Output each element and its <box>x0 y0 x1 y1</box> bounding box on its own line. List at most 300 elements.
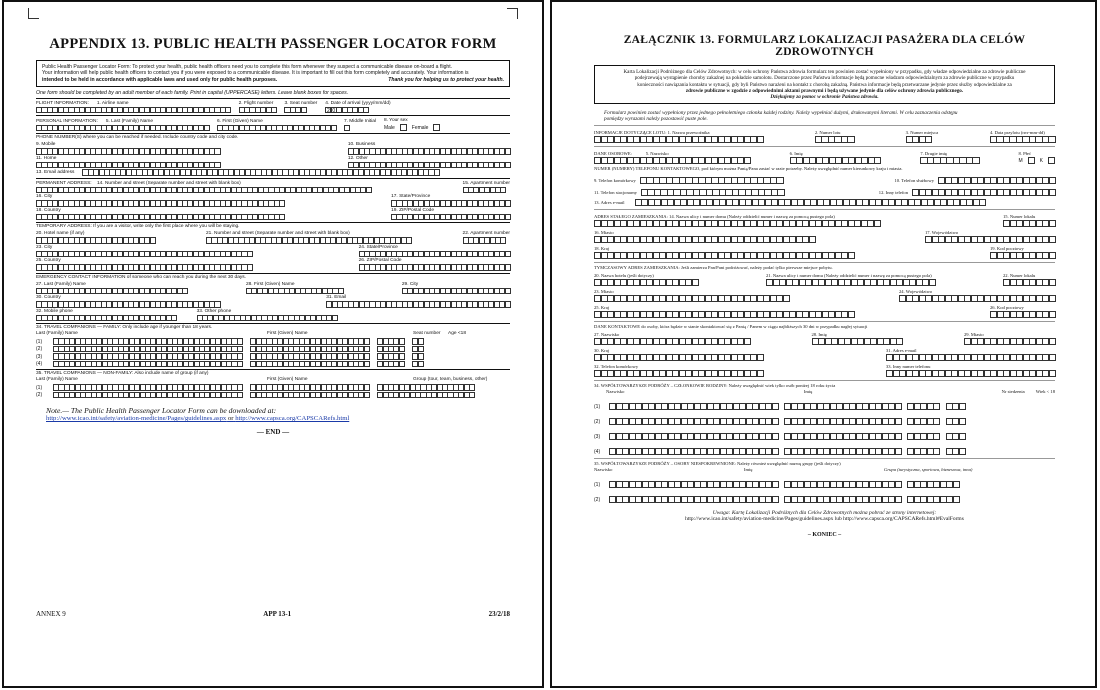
char-box[interactable] <box>364 338 370 345</box>
flight-number-input[interactable] <box>239 107 277 114</box>
char-box[interactable] <box>399 353 405 360</box>
char-box[interactable] <box>406 237 412 244</box>
icao-link[interactable]: http://www.icao.int/safety/aviation-medicine/Pages/guidelines.aspx <box>46 415 227 423</box>
emergency-country-input[interactable] <box>594 354 763 361</box>
char-box[interactable] <box>418 353 424 360</box>
companion-age-input[interactable] <box>946 448 966 455</box>
home-phone-input[interactable] <box>641 189 784 196</box>
field-label: 19. Kod pocztowy <box>990 246 1024 252</box>
char-box[interactable] <box>933 418 940 425</box>
field-label: 17. Województwo <box>925 230 959 236</box>
char-box[interactable] <box>247 251 253 258</box>
companion-age-input[interactable] <box>412 353 423 360</box>
email-input[interactable] <box>635 199 986 206</box>
char-box[interactable] <box>171 315 177 322</box>
char-box[interactable] <box>772 448 779 455</box>
char-box[interactable] <box>925 136 932 143</box>
char-box[interactable] <box>959 418 966 425</box>
field-label: 29. City <box>401 281 419 287</box>
char-box[interactable] <box>895 403 902 410</box>
companion-seat-input[interactable] <box>907 433 940 440</box>
column-header: First (Given) Name <box>267 377 308 383</box>
temporary-street-input[interactable] <box>766 279 935 286</box>
char-box[interactable] <box>895 433 902 440</box>
char-box[interactable] <box>895 418 902 425</box>
char-box[interactable] <box>972 157 979 164</box>
companion-first-name-input[interactable] <box>250 384 369 391</box>
companion-first-name-input[interactable] <box>250 353 369 360</box>
char-box[interactable] <box>772 403 779 410</box>
flight-number-input[interactable] <box>815 136 854 143</box>
companion-seat-input[interactable] <box>377 338 404 345</box>
char-box[interactable] <box>237 353 243 360</box>
companion-last-name-input[interactable] <box>609 403 778 410</box>
char-box[interactable] <box>399 346 405 353</box>
other-phone-input[interactable] <box>348 162 510 169</box>
companion-last-name-input[interactable] <box>53 392 242 399</box>
char-box[interactable] <box>744 157 751 164</box>
char-box[interactable] <box>1049 220 1056 227</box>
char-box[interactable] <box>237 392 243 399</box>
char-box[interactable] <box>933 403 940 410</box>
mobile-phone-input[interactable] <box>36 148 220 155</box>
section-label: PHONE NUMBER(S) where you can be reached if needed. Include country code and city code. <box>36 135 239 141</box>
char-box[interactable] <box>1049 189 1056 196</box>
field-label: 11. Telefon stacjonarny <box>594 189 637 195</box>
section-flight <box>36 98 510 114</box>
emergency-email-input[interactable] <box>886 354 1055 361</box>
char-box[interactable] <box>1049 279 1056 286</box>
permanent-state-input[interactable] <box>391 200 510 207</box>
companion-seat-input[interactable] <box>907 403 940 410</box>
column-header: Nr siedzenia <box>1001 389 1025 395</box>
permanent-city-input[interactable] <box>594 236 815 243</box>
char-box[interactable] <box>505 214 511 221</box>
char-box[interactable] <box>332 315 338 322</box>
field-label: 4. Date of arrival (yyyy/mm/dd) <box>325 100 391 106</box>
page-title: ZAŁĄCZNIK 13. FORMULARZ LOKALIZACJI PASAŻERA DLA CELÓW ZDROWOTNYCH <box>623 34 1026 58</box>
companion-first-name-input[interactable] <box>784 448 901 455</box>
capsca-link[interactable]: http://www.capsca.org/CAPSCARefs.html <box>235 415 350 423</box>
companion-age-input[interactable] <box>412 361 423 368</box>
seat-number-input[interactable] <box>906 136 939 143</box>
companion-first-name-input[interactable] <box>784 418 901 425</box>
companion-last-name-input[interactable] <box>53 338 242 345</box>
field-label: 21. Nazwa ulicy i numer domu (Należy oddzielić numer i nazwę za pomocą pustego pola) <box>766 273 932 279</box>
companion-first-name-input[interactable] <box>250 392 369 399</box>
emergency-other-phone-input[interactable] <box>886 370 1055 377</box>
section-phone <box>36 133 510 176</box>
char-box[interactable] <box>469 384 475 391</box>
char-box[interactable]: 2 <box>326 107 330 114</box>
char-box[interactable] <box>364 361 370 368</box>
permanent-zip-input[interactable] <box>391 214 510 221</box>
permanent-apt-input[interactable] <box>1003 220 1055 227</box>
char-box[interactable] <box>1049 311 1056 318</box>
companion-group-input[interactable] <box>377 392 474 399</box>
field-label: 2. Numer lotu <box>814 130 841 136</box>
male-checkbox[interactable] <box>400 124 407 131</box>
companion-age-input[interactable] <box>946 433 966 440</box>
companion-last-name-input[interactable] <box>53 361 242 368</box>
companion-age-input[interactable] <box>946 418 966 425</box>
middle-name-input[interactable] <box>920 157 979 164</box>
char-box[interactable] <box>204 125 210 132</box>
char-box[interactable] <box>896 338 903 345</box>
female-label: K <box>1039 157 1043 164</box>
column-header: Nazwisko <box>594 467 613 473</box>
field-label: 15. Numer lokalu <box>1003 214 1036 220</box>
char-box[interactable] <box>505 200 511 207</box>
companion-age-input[interactable] <box>412 346 423 353</box>
emergency-last-name-input[interactable] <box>36 288 187 295</box>
char-box[interactable] <box>505 162 511 169</box>
emergency-last-name-input[interactable] <box>594 338 750 345</box>
first-name-input[interactable] <box>790 157 881 164</box>
field-label: 26. Kod pocztowy <box>990 305 1024 311</box>
row-number: (3) <box>36 353 43 360</box>
char-box[interactable] <box>505 148 511 155</box>
email-input[interactable] <box>82 169 439 176</box>
temporary-country-input[interactable] <box>594 311 854 318</box>
char-box[interactable] <box>874 220 881 227</box>
middle-initial-input[interactable] <box>344 125 376 132</box>
airline-name-input[interactable] <box>36 107 231 114</box>
temporary-street-input[interactable] <box>206 237 411 244</box>
char-box[interactable] <box>505 251 511 258</box>
field-label: 31. Adres e-mail <box>886 348 917 354</box>
char-box[interactable] <box>505 288 511 295</box>
companion-seat-input[interactable] <box>377 353 404 360</box>
companion-group-input[interactable] <box>377 384 474 391</box>
char-box[interactable] <box>237 346 243 353</box>
companion-group-input[interactable] <box>907 496 959 503</box>
char-box[interactable] <box>979 199 986 206</box>
char-box[interactable] <box>418 361 424 368</box>
char-box[interactable] <box>772 496 779 503</box>
column-header: Imię <box>744 467 753 473</box>
column-header: Imię <box>803 389 813 395</box>
field-label: 16. Miasto <box>594 230 614 236</box>
char-box[interactable] <box>237 361 243 368</box>
companion-age-input[interactable] <box>946 403 966 410</box>
char-box[interactable] <box>1049 295 1056 302</box>
char-box[interactable] <box>895 448 902 455</box>
page-footer <box>36 610 510 618</box>
char-box[interactable] <box>847 136 854 143</box>
intro-text: podejrzewają wystąpienie choroby zakaźnej na pokładzie samolotu. Dostarczone przez Państwa informacje będą pomocne władzom odpowiedzialnym za zdrowie publiczne w przypadku <box>634 75 1015 82</box>
char-box[interactable] <box>929 279 936 286</box>
field-label: 9. Telefon komórkowy <box>594 177 636 183</box>
temporary-zip-input[interactable] <box>990 311 1055 318</box>
column-header: First (Given) Name <box>267 331 308 337</box>
char-box[interactable] <box>744 338 751 345</box>
permanent-street-input[interactable] <box>594 220 880 227</box>
char-box[interactable] <box>418 346 424 353</box>
char-box[interactable] <box>214 162 220 169</box>
char-box[interactable] <box>182 288 188 295</box>
char-box[interactable] <box>279 200 285 207</box>
char-box[interactable] <box>933 448 940 455</box>
char-box[interactable] <box>777 189 784 196</box>
field-label: 9. Mobile <box>36 142 56 148</box>
char-box[interactable] <box>399 361 405 368</box>
section-label: ADRES STAŁEGO ZAMIESZKANIA: 14. Nazwa ulicy i numer domu (Należy oddzielić numer i nazwę za pomocą pustego pola) <box>594 214 835 220</box>
field-label: 7. Middle Initial <box>343 118 376 124</box>
emergency-city-input[interactable] <box>402 288 510 295</box>
char-box[interactable] <box>237 384 243 391</box>
emergency-other-phone-input[interactable] <box>197 315 338 322</box>
temporary-country-input[interactable] <box>36 264 252 271</box>
table-row <box>594 403 1055 410</box>
table-row <box>36 353 510 360</box>
companion-seat-input[interactable] <box>377 346 404 353</box>
permanent-city-input[interactable] <box>36 200 285 207</box>
section-flight <box>594 125 1055 143</box>
companion-last-name-input[interactable] <box>609 448 778 455</box>
char-box[interactable] <box>809 236 816 243</box>
char-box[interactable] <box>692 279 699 286</box>
temporary-city-input[interactable] <box>594 295 789 302</box>
table-row <box>36 346 510 353</box>
row-number: (4) <box>36 361 43 368</box>
temporary-city-input[interactable] <box>36 251 252 258</box>
companion-first-name-input[interactable] <box>250 361 369 368</box>
row-number: (1) <box>594 481 601 488</box>
char-box[interactable] <box>933 433 940 440</box>
field-label: 21. Number and street (Separate number and street with blank box) <box>206 231 350 237</box>
field-label: 17. State/Province <box>391 194 431 200</box>
row-number: (2) <box>36 392 43 399</box>
char-box[interactable] <box>301 107 307 114</box>
char-box[interactable] <box>237 338 243 345</box>
companion-last-name-input[interactable] <box>53 353 242 360</box>
intro-text: konieczności nawiązania kontaktu w sytuacji, gdy byli Państwo narażeni na kontakt z chorobą zakaźną. Państwa informacje będą przetwarzane jedynie przez służby odpowiedzialne za <box>637 81 1012 88</box>
char-box[interactable] <box>364 392 370 399</box>
intro-text: Public Health Passenger Locator Form: To protect your health, public health officers need you to complete this form whenever they suspect a communicable disease on-board a flight. <box>42 64 453 70</box>
companion-first-name-input[interactable] <box>784 481 901 488</box>
emergency-first-name-input[interactable] <box>246 288 343 295</box>
char-box[interactable] <box>959 448 966 455</box>
char-box[interactable] <box>783 295 790 302</box>
companion-first-name-input[interactable] <box>784 433 901 440</box>
section-label: TYMCZASOWY ADRES ZAMIESZKANIA: Jeśli zamierza Pan/Pani podróżować, należy podać tylko pierwsze miejsce pobytu. <box>594 265 833 271</box>
field-label: 7. Drugie imię <box>920 151 947 157</box>
temporary-apt-input[interactable] <box>463 237 510 244</box>
char-box[interactable] <box>364 384 370 391</box>
download-links[interactable]: http://www.icao.int/safety/aviation-medicine/Pages/guidelines.aspx lub http://www.capsca.org/CAPSCARefs.html#EvalForms <box>685 516 964 523</box>
section-permanent-address <box>36 178 510 221</box>
permanent-country-input[interactable] <box>36 214 285 221</box>
char-box[interactable] <box>434 169 440 176</box>
row-number: (2) <box>36 346 43 353</box>
char-box[interactable] <box>469 392 475 399</box>
char-box[interactable] <box>331 125 337 132</box>
last-name-input[interactable] <box>594 157 750 164</box>
permanent-street-input[interactable] <box>36 187 371 194</box>
char-box[interactable] <box>364 353 370 360</box>
char-box[interactable] <box>500 187 506 194</box>
permanent-country-input[interactable] <box>594 252 854 259</box>
char-box[interactable] <box>772 418 779 425</box>
field-label: 28. Imię <box>811 332 827 338</box>
field-label: 19. ZIP/Postal Code <box>391 207 434 213</box>
table-row <box>594 448 1055 455</box>
char-box[interactable] <box>757 354 764 361</box>
section-permanent-address <box>594 209 1055 259</box>
arrival-date-input[interactable] <box>325 107 390 114</box>
field-label: 20. Nazwa hotelu (jeśli dotyczy) <box>594 273 654 279</box>
first-name-input[interactable] <box>217 125 336 132</box>
column-header: Age <18 <box>448 331 467 337</box>
companion-age-input[interactable] <box>412 338 423 345</box>
char-box[interactable] <box>364 346 370 353</box>
temporary-state-input[interactable] <box>899 295 1055 302</box>
char-box[interactable] <box>247 264 253 271</box>
footer-date: 23/2/18 <box>488 610 510 618</box>
char-box[interactable] <box>363 107 369 114</box>
char-box[interactable]: 0 <box>332 107 336 114</box>
companion-first-name-input[interactable] <box>250 346 369 353</box>
char-box[interactable] <box>776 177 783 184</box>
companion-seat-input[interactable] <box>907 418 940 425</box>
char-box[interactable] <box>366 187 372 194</box>
char-box[interactable] <box>953 496 960 503</box>
permanent-zip-input[interactable] <box>990 252 1055 259</box>
female-checkbox[interactable] <box>1048 157 1055 164</box>
section-label: DANE KONTAKTOWE do osoby, która będzie w stanie skontaktować się z Panią / Panem w ciągu najbliższych 30 dni w przypadku nagłej sytuacji <box>594 324 868 330</box>
home-phone-input[interactable] <box>36 162 220 169</box>
business-phone-input[interactable] <box>938 177 1055 184</box>
emergency-first-name-input[interactable] <box>812 338 903 345</box>
hotel-name-input[interactable] <box>594 279 698 286</box>
char-box[interactable] <box>214 148 220 155</box>
companion-seat-input[interactable] <box>907 448 940 455</box>
emergency-country-input[interactable] <box>36 301 220 308</box>
field-label: 29. Miasto <box>964 332 984 338</box>
section-label: PERMANENT ADDRESS: <box>36 180 92 186</box>
field-label: 15. Apartment number <box>462 180 510 186</box>
char-box[interactable] <box>505 301 511 308</box>
char-box[interactable] <box>959 403 966 410</box>
char-box[interactable] <box>1049 354 1056 361</box>
last-name-input[interactable] <box>36 125 209 132</box>
char-box[interactable] <box>848 311 855 318</box>
temporary-zip-input[interactable] <box>359 264 510 271</box>
temporary-state-input[interactable] <box>359 251 510 258</box>
emergency-mobile-input[interactable] <box>594 370 763 377</box>
companion-last-name-input[interactable] <box>609 433 778 440</box>
section-label: INFORMACJE DOTYCZĄCE LOTU: 1. Nazwa przewoźnika <box>594 130 710 136</box>
companion-first-name-input[interactable] <box>784 496 901 503</box>
emergency-email-input[interactable] <box>326 301 510 308</box>
char-box[interactable] <box>953 481 960 488</box>
companion-last-name-input[interactable] <box>609 418 778 425</box>
companion-last-name-input[interactable] <box>609 496 778 503</box>
char-box[interactable] <box>772 481 779 488</box>
companion-last-name-input[interactable] <box>53 384 242 391</box>
char-box[interactable] <box>1049 338 1056 345</box>
field-label: 22. Numer lokalu <box>1003 273 1036 279</box>
char-box[interactable] <box>214 301 220 308</box>
char-box[interactable] <box>344 125 350 132</box>
business-phone-input[interactable] <box>348 148 510 155</box>
hotel-name-input[interactable] <box>36 237 155 244</box>
nonfamily-rows <box>594 481 1055 503</box>
char-box[interactable] <box>848 252 855 259</box>
char-box[interactable] <box>959 433 966 440</box>
section-nonfamily-companions <box>36 369 510 398</box>
companion-last-name-input[interactable] <box>609 481 778 488</box>
permanent-state-input[interactable] <box>925 236 1055 243</box>
female-checkbox[interactable] <box>433 124 440 131</box>
seat-number-input[interactable] <box>284 107 317 114</box>
char-box[interactable] <box>1049 177 1056 184</box>
char-box[interactable] <box>338 288 344 295</box>
male-checkbox[interactable] <box>1028 157 1035 164</box>
char-box[interactable] <box>1049 370 1056 377</box>
download-links <box>36 415 510 422</box>
char-box[interactable] <box>757 136 764 143</box>
section-label: EMERGENCY CONTACT INFORMATION of someone who can reach you during the next 30 days. <box>36 274 246 280</box>
footer-annex: ANNEX 9 <box>36 610 66 618</box>
field-label: 3. Numer miejsca <box>905 130 939 136</box>
companion-seat-input[interactable] <box>377 361 404 368</box>
field-label: 10. Business <box>347 142 376 148</box>
male-label: Male <box>383 124 395 131</box>
char-box[interactable] <box>505 264 511 271</box>
char-box[interactable] <box>1049 236 1056 243</box>
char-box[interactable] <box>772 433 779 440</box>
char-box[interactable] <box>757 370 764 377</box>
char-box[interactable] <box>1048 136 1055 143</box>
char-box[interactable] <box>874 157 881 164</box>
companion-group-input[interactable] <box>907 481 959 488</box>
emergency-city-input[interactable] <box>964 338 1055 345</box>
char-box[interactable] <box>279 214 285 221</box>
page-polish <box>550 0 1097 688</box>
airline-name-input[interactable] <box>594 136 763 143</box>
other-phone-input[interactable] <box>912 189 1055 196</box>
intro-thanks: Thank you for helping us to protect your health. <box>388 76 504 83</box>
companion-last-name-input[interactable] <box>53 346 242 353</box>
char-box[interactable] <box>150 237 156 244</box>
char-box[interactable] <box>225 107 231 114</box>
footer-page-number: APP 13-1 <box>263 610 292 618</box>
column-header: Seat number <box>413 331 441 337</box>
field-label: 25. Country <box>36 258 61 264</box>
companion-first-name-input[interactable] <box>784 403 901 410</box>
char-box[interactable] <box>1049 252 1056 259</box>
male-label: M <box>1018 157 1023 164</box>
char-box[interactable] <box>500 237 506 244</box>
char-box[interactable] <box>418 338 424 345</box>
temporary-apt-input[interactable] <box>1003 279 1055 286</box>
field-label: 32. Mobile phone <box>36 308 73 314</box>
char-box[interactable] <box>895 481 902 488</box>
mobile-phone-input[interactable] <box>640 177 783 184</box>
field-label: 5. Last (Family) Name <box>105 118 154 124</box>
column-header: Last (Family) Name <box>36 377 78 383</box>
char-box[interactable] <box>895 496 902 503</box>
page-english <box>2 0 544 688</box>
emergency-mobile-input[interactable] <box>36 315 177 322</box>
permanent-apt-input[interactable] <box>463 187 510 194</box>
char-box[interactable] <box>271 107 277 114</box>
companion-first-name-input[interactable] <box>250 338 369 345</box>
char-box[interactable] <box>399 338 405 345</box>
arrival-date-input[interactable] <box>990 136 1055 143</box>
